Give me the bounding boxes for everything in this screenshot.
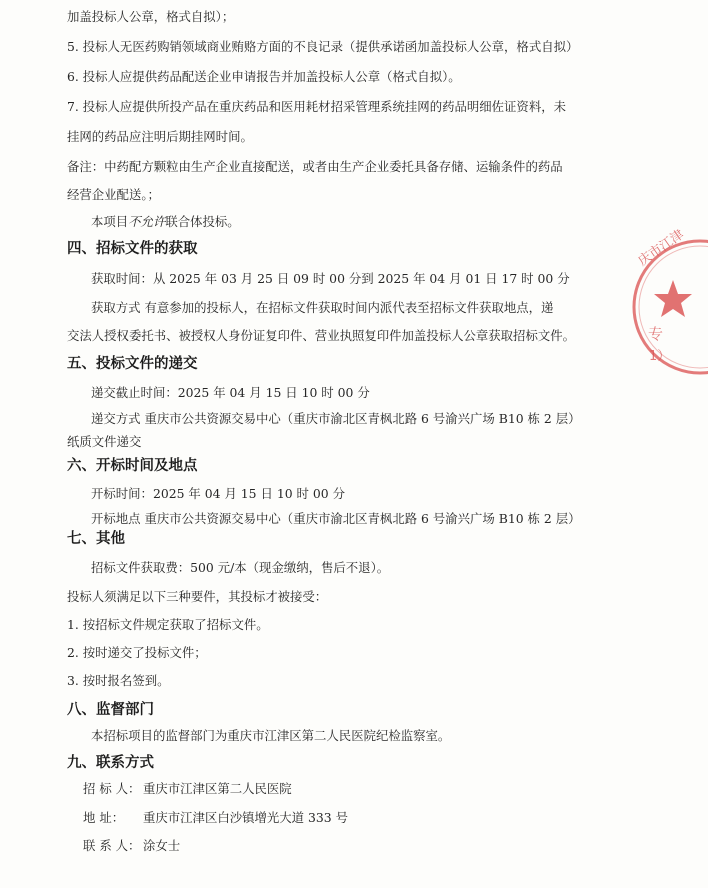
consortium-note: [91, 214, 240, 230]
contact-value: 涂女士: [143, 838, 181, 853]
section-6-title: 六、开标时间及地点: [67, 458, 198, 474]
consortium-note-emphasis: 不允许: [128, 214, 166, 229]
opening-time: 开标时间：2025 年 04 月 15 日 10 时 00 分: [91, 486, 345, 501]
text-line: 加盖投标人公章，格式自拟）；: [67, 9, 235, 24]
requirement-item-3: 3. 按时报名签到。: [67, 673, 170, 688]
section-5-title: 五、投标文件的递交: [67, 356, 198, 372]
seal-star-icon: [654, 280, 692, 317]
remark-line-cont: 经营企业配送。；: [67, 187, 160, 202]
contact-row: [83, 838, 180, 854]
address-label: 地 址：: [83, 810, 125, 825]
address-row: [83, 810, 348, 826]
section-7-title: 七、其他: [67, 531, 125, 547]
requirement-7-cont: 挂网的药品应注明后期挂网时间。: [67, 129, 253, 144]
consortium-note-post: 联合体投标。: [165, 214, 240, 229]
acquisition-time: 获取时间：从 2025 年 03 月 25 日 09 时 00 分到 2025 年 04 月 01 日 17 时 00 分: [91, 271, 570, 286]
address-value: 重庆市江津区白沙镇增光大道 333 号: [143, 810, 348, 825]
seal-text-bottom: 1）: [649, 349, 671, 364]
requirement-6: 6. 投标人应提供药品配送企业申请报告并加盖投标人公章（格式自拟）。: [67, 69, 461, 84]
section-9-title: 九、联系方式: [67, 755, 154, 771]
seal-text-top: 庆市江津: [635, 227, 687, 270]
contact-label: 联 系 人：: [83, 838, 141, 853]
submission-deadline: 递交截止时间：2025 年 04 月 15 日 10 时 00 分: [91, 385, 370, 400]
submission-method-cont: 纸质文件递交: [67, 434, 142, 449]
tenderer-value: 重庆市江津区第二人民医院: [143, 781, 292, 796]
requirement-7: 7. 投标人应提供所投产品在重庆药品和医用耗材招采管理系统挂网的药品明细佐证资料，未: [67, 99, 566, 114]
official-seal: [628, 227, 708, 382]
acquisition-method-cont: 交法人授权委托书、被授权人身份证复印件、营业执照复印件加盖投标人公章获取招标文件。: [67, 328, 576, 343]
requirements-intro: 投标人须满足以下三种要件，其投标才被接受：: [67, 589, 328, 604]
seal-text-mid: 专: [648, 325, 664, 343]
tenderer-label: 招 标 人：: [83, 781, 141, 796]
opening-place: 开标地点 重庆市公共资源交易中心（重庆市渝北区青枫北路 6 号渝兴广场 B10 栋 2 层）: [91, 511, 581, 526]
acquisition-method: 获取方式 有意参加的投标人，在招标文件获取时间内派代表至招标文件获取地点，递: [91, 300, 554, 315]
consortium-note-pre: 本项目: [91, 214, 129, 229]
section-4-title: 四、招标文件的获取: [67, 241, 198, 257]
requirement-item-1: 1. 按招标文件规定获取了招标文件。: [67, 617, 269, 632]
tenderer-row: [83, 781, 292, 797]
document-fee: 招标文件获取费：500 元/本（现金缴纳，售后不退）。: [91, 560, 390, 575]
submission-method: 递交方式 重庆市公共资源交易中心（重庆市渝北区青枫北路 6 号渝兴广场 B10 栋 2 层）: [91, 411, 581, 426]
requirement-item-2: 2. 按时递交了投标文件；: [67, 645, 207, 660]
remark-line: 备注：中药配方颗粒由生产企业直接配送，或者由生产企业委托具备存储、运输条件的药品: [67, 159, 563, 174]
section-8-title: 八、监督部门: [67, 702, 154, 718]
requirement-5: 5. 投标人无医药购销领域商业贿赂方面的不良记录（提供承诺函加盖投标人公章，格式自拟）: [67, 39, 579, 54]
supervision-text: 本招标项目的监督部门为重庆市江津区第二人民医院纪检监察室。: [91, 728, 451, 743]
